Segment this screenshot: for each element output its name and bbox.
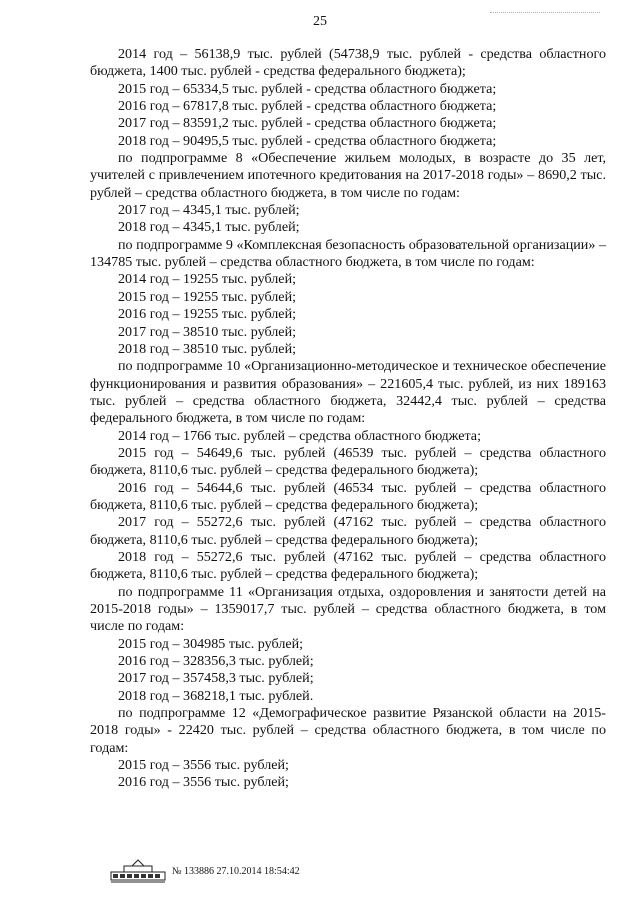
paragraph: 2018 год – 4345,1 тыс. рублей; (118, 219, 300, 236)
paragraph: по подпрограмме 10 «Организационно-методическое и техническое обеспечение функционирования и развития образования» – 221605,4 тыс. рублей, из них 189163 тыс. рублей – средства областного бюджета, 32442,4 тыс. рублей – средства федерального бюджета, в том числе по годам: (90, 358, 606, 427)
paragraph: 2018 год – 368218,1 тыс. рублей. (118, 687, 314, 704)
paragraph: 2016 год – 54644,6 тыс. рублей (46534 тыс. рублей – средства областного бюджета, 8110,6 тыс. рублей – средства федерального бюджета); (90, 479, 606, 513)
footer (110, 858, 410, 888)
paragraph: 2015 год – 3556 тыс. рублей; (118, 757, 289, 774)
paragraph: 2015 год – 54649,6 тыс. рублей (46539 тыс. рублей – средства областного бюджета, 8110,6 тыс. рублей – средства федерального бюджета); (90, 444, 606, 479)
paragraph: 2018 год – 90495,5 тыс. рублей - средства областного бюджета; (118, 132, 497, 149)
document-body (90, 46, 606, 792)
paragraph: 2014 год – 1766 тыс. рублей – средства областного бюджета; (118, 427, 481, 444)
paragraph: 2017 год – 55272,6 тыс. рублей (47162 тыс. рублей – средства областного бюджета, 8110,6 тыс. рублей – средства федерального бюджета); (90, 514, 606, 548)
paragraph: 2017 год – 83591,2 тыс. рублей - средства областного бюджета; (118, 115, 497, 132)
stamp-logo-icon (110, 858, 166, 884)
paragraph: 2016 год – 19255 тыс. рублей; (118, 306, 297, 323)
paragraph: 2014 год – 19255 тыс. рублей; (118, 271, 297, 288)
paragraph: 2017 год – 4345,1 тыс. рублей; (118, 202, 300, 219)
paragraph: 2018 год – 38510 тыс. рублей; (118, 340, 297, 357)
paragraph: 2016 год – 3556 тыс. рублей; (118, 774, 289, 791)
paragraph: по подпрограмме 12 «Демографическое развитие Рязанской области на 2015-2018 годы» - 22420 тыс. рублей – средства областного бюджета, в том числе по годам: (90, 705, 606, 756)
paragraph: 2017 год – 38510 тыс. рублей; (118, 323, 297, 340)
paragraph: 2015 год – 65334,5 тыс. рублей - средства областного бюджета; (118, 80, 497, 97)
paragraph: 2015 год – 304985 тыс. рублей; (118, 635, 304, 652)
paragraph: 2017 год – 357458,3 тыс. рублей; (118, 670, 314, 687)
paragraph: 2014 год – 56138,9 тыс. рублей (54738,9 тыс. рублей - средства областного бюджета, 1400 тыс. рублей - средства федерального бюджета); (90, 46, 606, 80)
document-registration-stamp: № 133886 27.10.2014 18:54:42 (172, 866, 300, 877)
scan-artifact-dots (490, 12, 600, 19)
paragraph: по подпрограмме 9 «Комплексная безопасность образовательной организации» – 134785 тыс. рублей – средства областного бюджета, в том числе по годам: (90, 236, 606, 271)
paragraph: 2015 год – 19255 тыс. рублей; (118, 288, 297, 305)
paragraph: 2016 год – 67817,8 тыс. рублей - средства областного бюджета; (118, 98, 497, 115)
paragraph: по подпрограмме 11 «Организация отдыха, оздоровления и занятости детей на 2015-2018 годы» – 1359017,7 тыс. рублей – средства областного бюджета, в том числе по годам: (90, 583, 606, 635)
paragraph: 2016 год – 328356,3 тыс. рублей; (118, 653, 314, 670)
page-number: 25 (313, 14, 327, 29)
paragraph: 2018 год – 55272,6 тыс. рублей (47162 тыс. рублей – средства областного бюджета, 8110,6 тыс. рублей – средства федерального бюджета); (90, 548, 606, 583)
paragraph: по подпрограмме 8 «Обеспечение жильем молодых, в возрасте до 35 лет, учителей с привлечением ипотечного кредитования на 2017-2018 годы» – 8690,2 тыс. рублей – средства областного бюджета, в том числе по годам: (90, 150, 606, 201)
